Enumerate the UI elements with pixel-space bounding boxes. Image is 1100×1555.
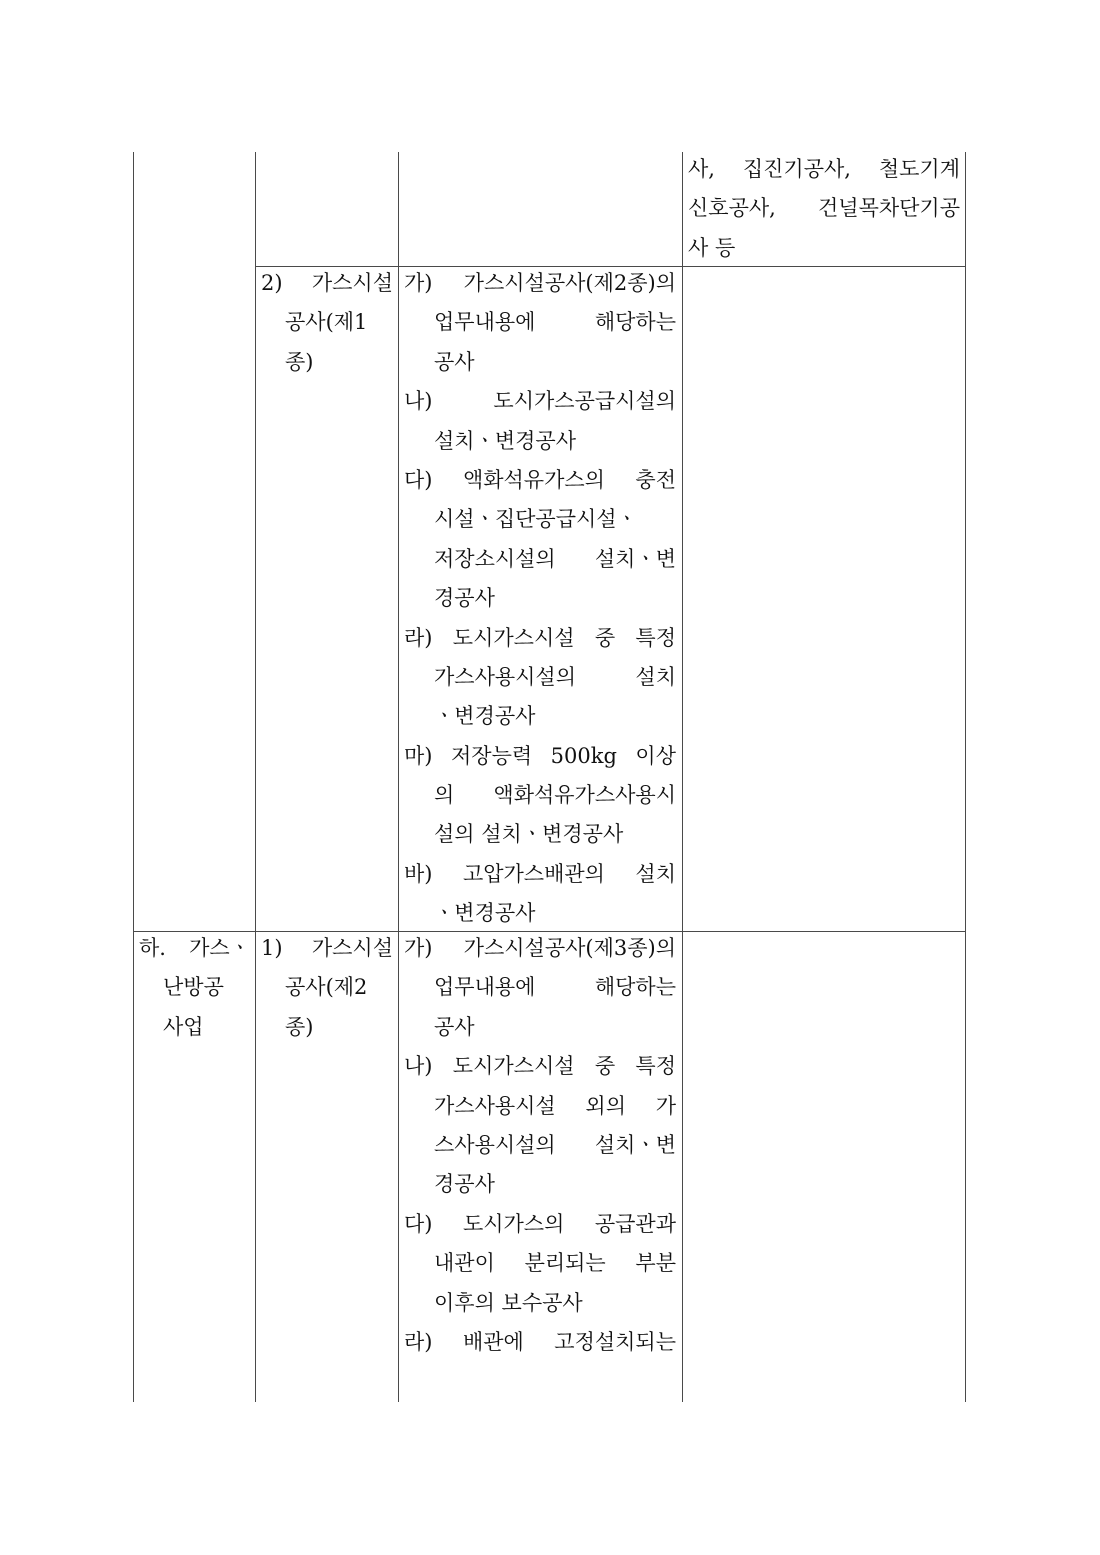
text-line: 다) 도시가스의 공급관과 [404, 1211, 676, 1236]
text-line: 공사 [434, 1014, 475, 1039]
text-line: 라) 도시가스시설 중 특정 [404, 625, 676, 650]
text-line: ㆍ변경공사 [434, 901, 536, 926]
text-line: 가스사용시설의 설치 [434, 664, 676, 689]
text-line: 1) 가스시설 [261, 936, 393, 960]
text-line: 종) [285, 349, 314, 374]
table-border-right [965, 152, 966, 1402]
gas-facility-type2-label-cell [261, 929, 393, 1047]
gas-facility-type2-scope-cell [404, 929, 676, 1362]
text-line: 스사용시설의 설치ㆍ변 [434, 1132, 676, 1157]
text-line: 나) 도시가스공급시설의 [404, 389, 676, 414]
text-line: 다) 액화석유가스의 충전 [404, 467, 676, 492]
text-line: 사업 [163, 1014, 204, 1039]
text-line: 나) 도시가스시설 중 특정 [404, 1054, 676, 1079]
text-line: 이후의 보수공사 [434, 1290, 583, 1315]
text-line: 2) 가스시설 [261, 271, 393, 295]
text-line: 시설ㆍ집단공급시설ㆍ [434, 507, 637, 532]
column-divider-1 [255, 152, 256, 1402]
text-line: 난방공 [163, 975, 224, 1000]
text-line: 가) 가스시설공사(제3종)의 [404, 936, 676, 960]
text-line: 사, 집진기공사, 철도기계 [688, 157, 960, 181]
text-line: 의 액화석유가스사용시 [434, 783, 676, 808]
text-line: 업무내용에 해당하는 [434, 975, 676, 1000]
text-line: 공사(제2 [285, 975, 368, 1000]
gas-heating-business-category-cell [139, 929, 250, 1047]
text-line: 라) 배관에 고정설치되는 [404, 1329, 676, 1354]
text-line: 공사(제1 [285, 310, 368, 335]
text-line: ㆍ변경공사 [434, 704, 536, 729]
text-line: 설의 설치ㆍ변경공사 [434, 822, 624, 847]
text-line: 마) 저장능력 500kg 이상 [404, 743, 676, 768]
text-line: 경공사 [434, 1172, 495, 1197]
text-line: 바) 고압가스배관의 설치 [404, 861, 676, 886]
text-line: 종) [285, 1014, 314, 1039]
continuation-remarks-cell [688, 150, 960, 268]
table-border-left [133, 152, 134, 1402]
column-divider-3 [682, 152, 683, 1402]
text-line: 설치ㆍ변경공사 [434, 428, 577, 453]
text-line: 내관이 분리되는 부분 [434, 1251, 676, 1276]
text-line: 공사 [434, 349, 475, 374]
column-divider-2 [398, 152, 399, 1402]
text-line: 가스사용시설 외의 가 [434, 1093, 676, 1118]
gas-facility-type1-label-cell [261, 264, 393, 382]
text-line: 사 등 [688, 235, 736, 260]
text-line: 하. 가스ㆍ [139, 936, 250, 960]
text-line: 저장소시설의 설치ㆍ변 [434, 546, 676, 571]
text-line: 신호공사, 건널목차단기공 [688, 196, 960, 221]
text-line: 업무내용에 해당하는 [434, 310, 676, 335]
text-line: 가) 가스시설공사(제2종)의 [404, 271, 676, 295]
gas-facility-type1-scope-cell [404, 264, 676, 934]
text-line: 경공사 [434, 586, 495, 611]
